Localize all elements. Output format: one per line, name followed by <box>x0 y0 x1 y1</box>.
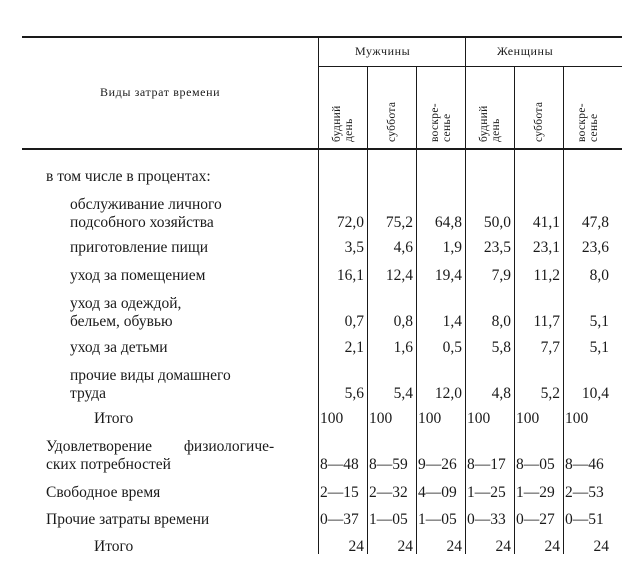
table-cell: 5,6 <box>344 385 364 402</box>
column-divider <box>416 66 417 554</box>
row-header-title: Виды затрат времени <box>100 85 221 99</box>
row-label-line: уход за помещением <box>70 267 206 284</box>
table-cell: 1—05 <box>369 511 408 528</box>
row-label <box>70 239 208 257</box>
table-cell: 5,8 <box>491 339 511 356</box>
table-cell: 16,1 <box>336 267 364 284</box>
table-cell: 50,0 <box>483 214 511 231</box>
row-label-line: уход за одеждой, <box>70 295 182 312</box>
row-label-line: приготовление пищи <box>70 239 209 256</box>
table-cell: 100 <box>467 410 491 427</box>
table-cell: 0,8 <box>393 313 413 330</box>
table-cell: 11,2 <box>533 267 560 284</box>
table-cell: 24 <box>446 538 462 555</box>
subcolumn-header-line: будний <box>478 105 490 142</box>
row-label-line: подсобного хозяйства <box>70 214 214 231</box>
row-label-line: прочие виды домашнего <box>70 367 231 384</box>
table-cell: 2—53 <box>565 484 604 501</box>
row-label <box>46 438 274 474</box>
row-label-line: Свободное время <box>46 484 161 501</box>
row-label-line: Удовлетворение физиологиче- <box>46 438 275 455</box>
row-label-line: Итого <box>94 410 134 427</box>
table-cell: 7,7 <box>540 339 560 356</box>
table-cell: 5,1 <box>589 339 609 356</box>
group-header-men: Мужчины <box>355 44 411 58</box>
table-cell: 1,9 <box>442 239 462 256</box>
group-header-rule <box>318 66 622 67</box>
column-divider <box>514 66 515 554</box>
row-label <box>94 410 133 428</box>
row-label-line: Прочие затраты времени <box>46 511 210 528</box>
subcolumn-header <box>533 72 545 142</box>
row-label <box>46 511 209 529</box>
table-cell: 72,0 <box>336 214 364 231</box>
table-cell: 75,2 <box>385 214 413 231</box>
table-cell: 24 <box>495 538 511 555</box>
table-cell: 0—27 <box>516 511 555 528</box>
table-cell: 100 <box>418 410 442 427</box>
table-cell: 5,2 <box>540 385 560 402</box>
row-label-line: бельем, обувью <box>70 313 173 330</box>
table-cell: 24 <box>544 538 560 555</box>
subcolumn-header <box>576 72 600 142</box>
subcolumn-header-line: будний <box>331 105 343 142</box>
table-cell: 5,4 <box>393 385 413 402</box>
table-cell: 23,6 <box>581 239 609 256</box>
table-cell: 100 <box>516 410 540 427</box>
table-cell: 1—05 <box>418 511 457 528</box>
subcolumn-header <box>386 72 398 142</box>
table-cell: 41,1 <box>532 214 560 231</box>
row-label-line: ских потребностей <box>46 456 171 473</box>
subcolumn-header-line: день <box>490 118 502 142</box>
table-cell: 8,0 <box>589 267 609 284</box>
header-bottom-rule <box>22 148 622 150</box>
table-cell: 11,7 <box>533 313 560 330</box>
subcolumn-header-line: сенье <box>588 113 600 142</box>
table-cell: 8—17 <box>467 456 506 473</box>
row-label <box>70 367 231 403</box>
table-cell: 8,0 <box>491 313 511 330</box>
row-label <box>46 168 211 186</box>
table-cell: 1—29 <box>516 484 555 501</box>
row-label-line: обслуживание личного <box>70 196 222 213</box>
subcolumn-header <box>429 72 453 142</box>
table-cell: 0—37 <box>320 511 359 528</box>
table-cell: 24 <box>593 538 609 555</box>
column-divider <box>465 36 466 554</box>
table-cell: 1,6 <box>393 339 413 356</box>
table-cell: 0—33 <box>467 511 506 528</box>
table-cell: 9—26 <box>418 456 457 473</box>
table-cell: 2—15 <box>320 484 359 501</box>
table-cell: 4,6 <box>393 239 413 256</box>
row-label <box>94 538 133 556</box>
row-label-line: в том числе в процентах: <box>46 168 211 185</box>
row-label <box>70 339 168 357</box>
table-cell: 19,4 <box>434 267 462 284</box>
group-header-women: Женщины <box>497 44 554 58</box>
table-cell: 8—59 <box>369 456 408 473</box>
subcolumn-header-line: суббота <box>386 101 398 142</box>
table-cell: 2,1 <box>344 339 364 356</box>
row-label <box>70 295 181 331</box>
table-cell: 100 <box>369 410 393 427</box>
row-label-line: труда <box>70 385 107 402</box>
table-cell: 1,4 <box>442 313 462 330</box>
table-cell: 12,0 <box>434 385 462 402</box>
row-label-line: уход за детьми <box>70 339 168 356</box>
column-divider <box>563 66 564 554</box>
table-cell: 8—48 <box>320 456 359 473</box>
subcolumn-header-line: день <box>343 118 355 142</box>
table-cell: 23,5 <box>483 239 511 256</box>
table-cell: 4,8 <box>491 385 511 402</box>
table-cell: 10,4 <box>581 385 609 402</box>
subcolumn-header-line: воскре- <box>429 103 441 142</box>
row-label <box>70 196 222 232</box>
table-cell: 7,9 <box>491 267 511 284</box>
subcolumn-header <box>478 72 502 142</box>
table-cell: 100 <box>320 410 344 427</box>
table-cell: 0—51 <box>565 511 604 528</box>
table-cell: 23,1 <box>532 239 560 256</box>
subcolumn-header-line: суббота <box>533 101 545 142</box>
table-cell: 3,5 <box>344 239 364 256</box>
table-cell: 4—09 <box>418 484 457 501</box>
table-cell: 8—46 <box>565 456 604 473</box>
table-cell: 1—25 <box>467 484 506 501</box>
table-cell: 2—32 <box>369 484 408 501</box>
table-cell: 64,8 <box>434 214 462 231</box>
table-cell: 0,7 <box>344 313 364 330</box>
table-cell: 5,1 <box>589 313 609 330</box>
row-label-line: Итого <box>94 538 134 555</box>
table-cell: 8—05 <box>516 456 555 473</box>
table-cell: 24 <box>348 538 364 555</box>
table-cell: 0,5 <box>442 339 462 356</box>
subcolumn-header <box>331 72 355 142</box>
table-cell: 100 <box>565 410 589 427</box>
row-label <box>70 267 205 285</box>
row-label <box>46 484 160 502</box>
table-top-rule <box>22 36 622 38</box>
table-cell: 24 <box>397 538 413 555</box>
subcolumn-header-line: воскре- <box>576 103 588 142</box>
table-cell: 47,8 <box>581 214 609 231</box>
column-divider <box>367 66 368 554</box>
column-divider <box>318 36 319 554</box>
table-cell: 12,4 <box>385 267 413 284</box>
subcolumn-header-line: сенье <box>441 113 453 142</box>
